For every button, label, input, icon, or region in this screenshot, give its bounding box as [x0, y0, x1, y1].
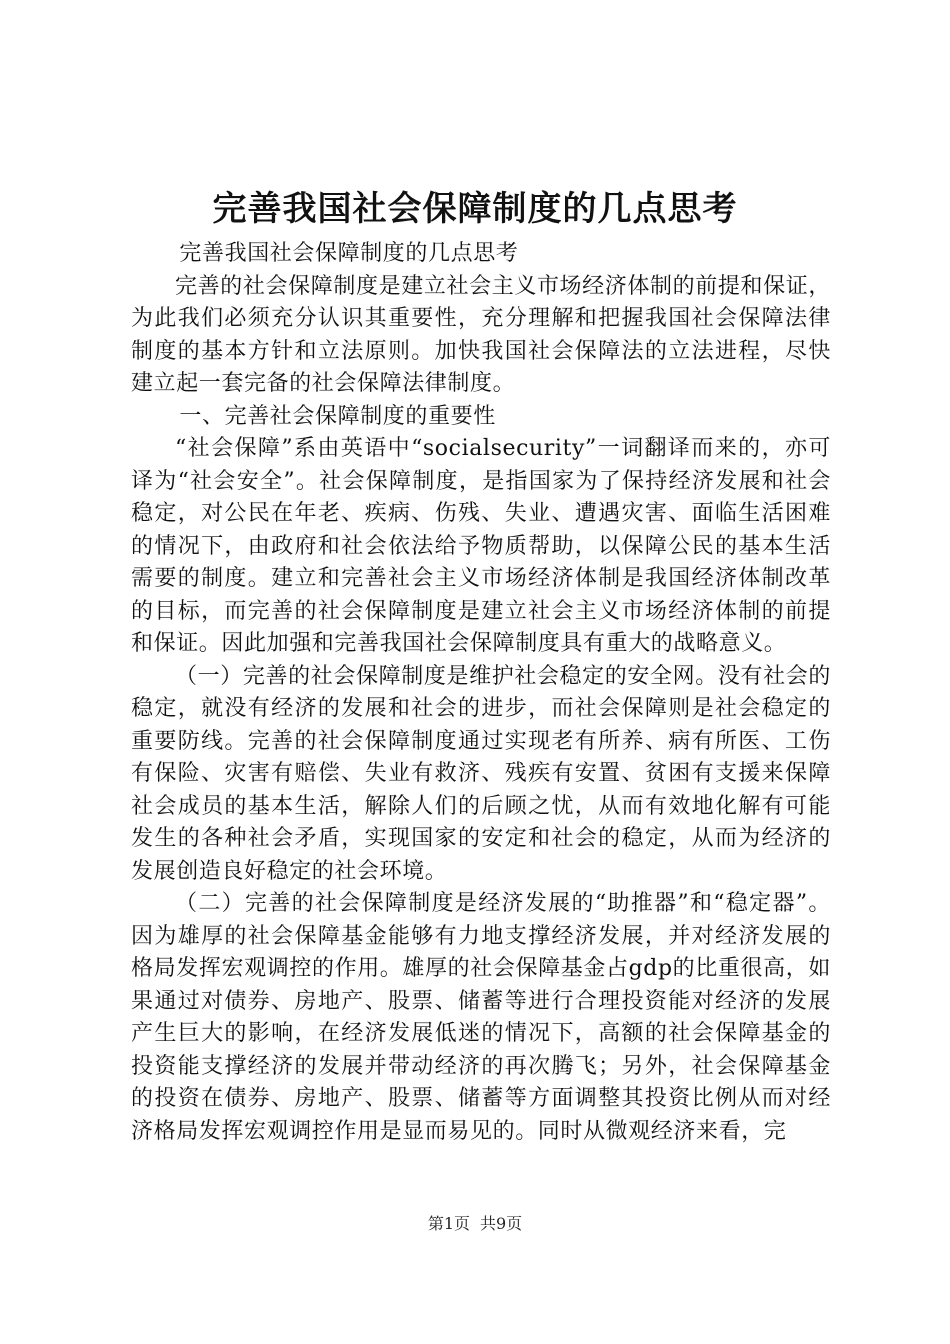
point-one-paragraph: （一）完善的社会保障制度是维护社会稳定的安全网。没有社会的稳定，就没有经济的发展和社会的进步，而社会保障则是社会稳定的重要防线。完善的社会保障制度通过实现老有所养、病有所医、工伤有保险、灾害有赔偿、失业有救济、残疾有安置、贫困有支援来保障社会成员的基本生活，解除人们的后顾之忧，从而有效地化解有可能发生的各种社会矛盾，实现国家的安定和社会的稳定，从而为经济的发展创造良好稳定的社会环境。 [131, 663, 831, 884]
page-footer [0, 1214, 950, 1234]
document-body [131, 238, 831, 1148]
page-number: 第1页 [427, 1214, 470, 1233]
page-total: 共9页 [480, 1214, 523, 1233]
intro-paragraph: 完善的社会保障制度是建立社会主义市场经济体制的前提和保证，为此我们必须充分认识其重要性，充分理解和把握我国社会保障法律制度的基本方针和立法原则。加快我国社会保障法的立法进程，尽快建立起一套完备的社会保障法律制度。 [131, 273, 831, 396]
point-two-paragraph: （二）完善的社会保障制度是经济发展的“助推器”和“稳定器”。因为雄厚的社会保障基金能够有力地支撑经济发展，并对经济发展的格局发挥宏观调控的作用。雄厚的社会保障基金占gdp的比重很高，如果通过对债券、房地产、股票、储蓄等进行合理投资能对经济的发展产生巨大的影响，在经济发展低迷的情况下，高额的社会保障基金的投资能支撑经济的发展并带动经济的再次腾飞；另外，社会保障基金的投资在债券、房地产、股票、储蓄等方面调整其投资比例从而对经济格局发挥宏观调控作用是显而易见的。同时从微观经济来看，完 [131, 891, 831, 1144]
subtitle-paragraph: 完善我国社会保障制度的几点思考 [179, 241, 519, 266]
document-title: 完善我国社会保障制度的几点思考 [212, 189, 738, 229]
definition-paragraph: “社会保障”系由英语中“socialsecurity”一词翻译而来的，亦可译为“社会安全”。社会保障制度，是指国家为了保持经济发展和社会稳定，对公民在年老、疾病、伤残、失业、遭遇灾害、面临生活困难的情况下，由政府和社会依法给予物质帮助，以保障公民的基本生活需要的制度。建立和完善社会主义市场经济体制是我国经济体制改革的目标，而完善的社会保障制度是建立社会主义市场经济体制的前提和保证。因此加强和完善我国社会保障制度具有重大的战略意义。 [131, 436, 831, 656]
section-heading: 一、完善社会保障制度的重要性 [179, 403, 496, 429]
